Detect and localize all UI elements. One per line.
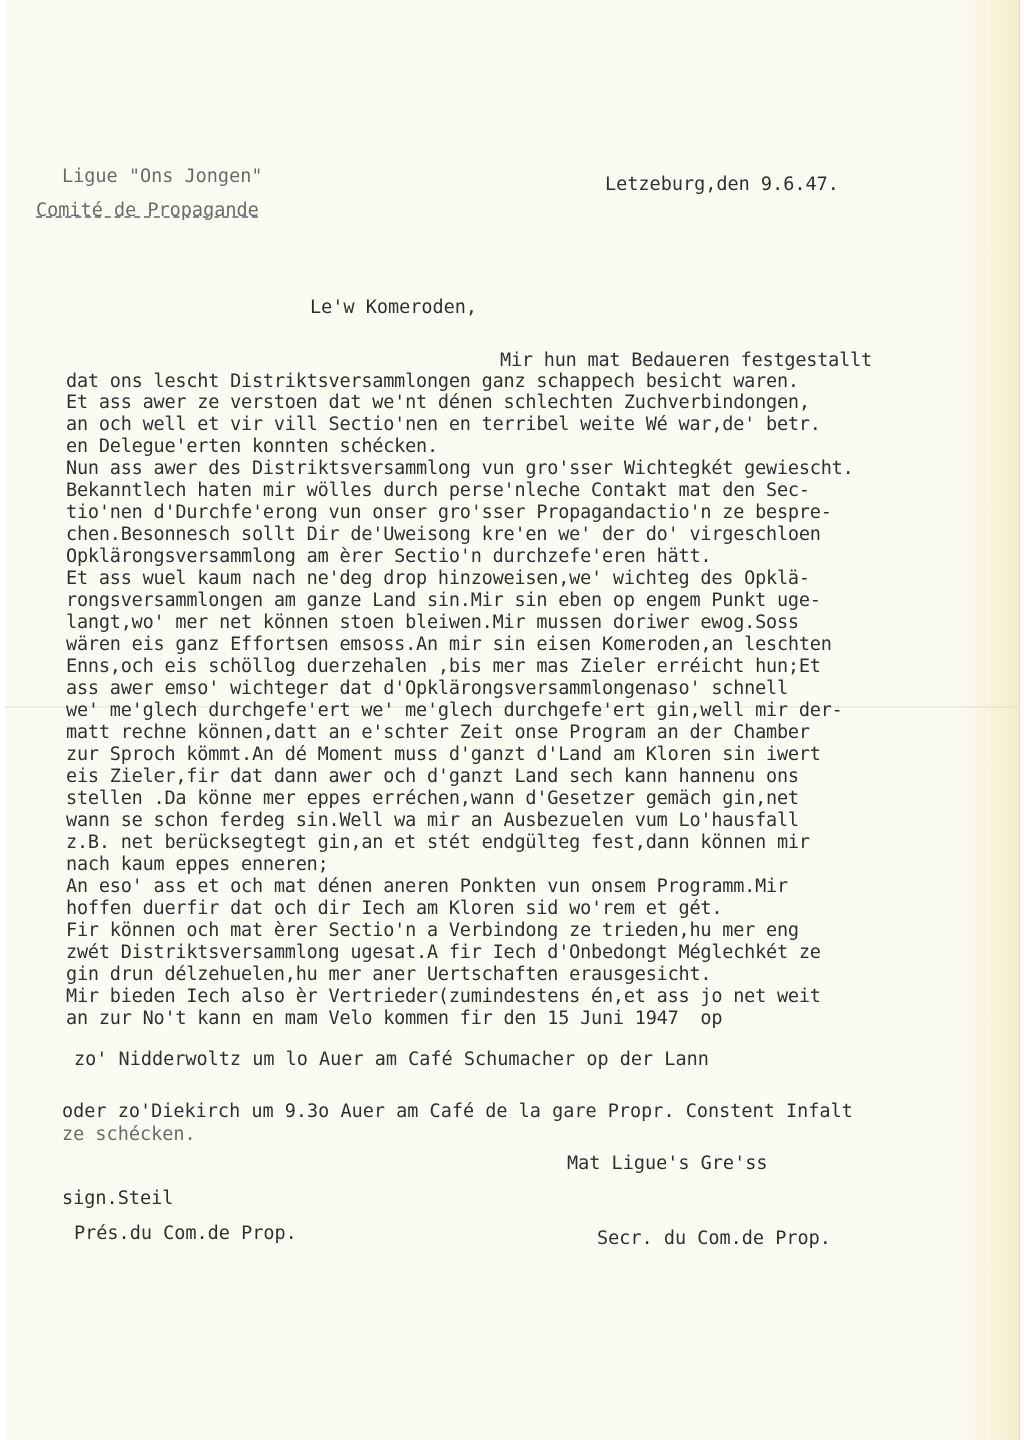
org-name: Ligue "Ons Jongen" (62, 166, 263, 187)
body-line: rongsversammlongen am ganze Land sin.Mir sin eben op engem Punkt uge- (66, 590, 821, 611)
body-line: wann se schon ferdeg sin.Well wa mir an Ausbezuelen vum Lo'hausfall (66, 810, 799, 831)
meeting-location-1: zo' Nidderwoltz um lo Auer am Café Schumacher op der Lann (74, 1049, 709, 1070)
body-line: langt,wo' mer net können stoen bleiwen.Mir mussen doriwer ewog.Soss (66, 612, 799, 633)
place-date: Letzeburg,den 9.6.47. (605, 174, 839, 195)
signature-president: Prés.du Com.de Prop. (74, 1223, 297, 1244)
body-line: an zur No't kann en mam Velo kommen fir den 15 Juni 1947 op (66, 1008, 723, 1029)
body-line: we' me'glech durchgefe'ert we' me'glech durchgefe'ert gin,well mir der- (66, 700, 843, 721)
body-line: Et ass awer ze verstoen dat we'nt dénen schlechten Zuchverbindongen, (66, 392, 810, 413)
meeting-location-2: oder zo'Diekirch um 9.3o Auer am Café de la gare Propr. Constent Infalt (62, 1101, 853, 1122)
body-line: z.B. net berücksegtegt gin,an et stét endgülteg fest,dann können mir (66, 832, 810, 853)
body-line: Fir können och mat èrer Sectio'n a Verbindong ze trieden,hu mer eng (66, 920, 799, 941)
body-line: zur Sproch kömmt.An dé Moment muss d'ganzt d'Land am Kloren sin iwert (66, 744, 821, 765)
body-line: Bekanntlech haten mir wölles durch perse'nleche Contakt mat den Sec- (66, 480, 810, 501)
body-line: eis Zieler,fir dat dann awer och d'ganzt Land sech kann hannenu ons (66, 766, 799, 787)
body-line: Opklärongsversammlong am èrer Sectio'n durchzefe'eren hätt. (66, 546, 712, 567)
body-line: Mir hun mat Bedaueren festgestallt (500, 350, 872, 371)
body-line: Enns,och eis schöllog duerzehalen ,bis mer mas Zieler erréicht hun;Et (66, 656, 821, 677)
body-line: dat ons lescht Distriktsversammlongen ganz schappech besicht waren. (66, 371, 799, 392)
closing: Mat Ligue's Gre'ss (567, 1153, 768, 1174)
paper-aging-shade (959, 0, 1019, 1440)
body-line: matt rechne können,datt an e'schter Zeit onse Program an der Chamber (66, 722, 810, 743)
signature-secretary: Secr. du Com.de Prop. (597, 1228, 831, 1249)
body-line: Mir bieden Iech also èr Vertrieder(zumindestens én,et ass jo net weit (66, 986, 821, 1007)
body-line: nach kaum eppes enneren; (66, 854, 329, 875)
body-line: an och well et vir vill Sectio'nen en terribel weite Wé war,de' betr. (66, 414, 821, 435)
body-line: Nun ass awer des Distriktsversammlong vun gro'sser Wichtegkét gewiescht. (66, 458, 854, 479)
body-line: tio'nen d'Durchfe'erong vun onser gro'sser Propagandactio'n ze bespre- (66, 502, 832, 523)
body-line: An eso' ass et och mat dénen aneren Ponkten vun onsem Programm.Mir (66, 876, 788, 897)
meeting-tail: ze schécken. (62, 1124, 196, 1145)
body-line: stellen .Da könne mer eppes erréchen,wann d'Gesetzer gemäch gin,net (66, 788, 799, 809)
signature-name: sign.Steil (62, 1188, 174, 1209)
body-line: hoffen duerfir dat och dir Iech am Kloren sid wo'rem et gét. (66, 898, 723, 919)
body-line: wären eis ganz Effortsen emsoss.An mir sin eisen Komeroden,an leschten (66, 634, 832, 655)
body-line: gin drun délzehuelen,hu mer aner Uertschaften erausgesicht. (66, 964, 712, 985)
salutation: Le'w Komeroden, (310, 297, 478, 318)
body-line: Et ass wuel kaum nach ne'deg drop hinzoweisen,we' wichteg des Opklä- (66, 568, 810, 589)
body-line: ass awer emso' wichteger dat d'Opklärongsversammlongenaso' schnell (66, 678, 788, 699)
committee-name: Comité de Propagande (36, 200, 259, 221)
body-line: en Delegue'erten konnten schécken. (66, 436, 438, 457)
body-line: chen.Besonnesch sollt Dir de'Uweisong kre'en we' der do' virgeschloen (66, 524, 821, 545)
body-line: zwét Distriktsversammlong ugesat.A fir Iech d'Onbedongt Méglechkét ze (66, 942, 821, 963)
